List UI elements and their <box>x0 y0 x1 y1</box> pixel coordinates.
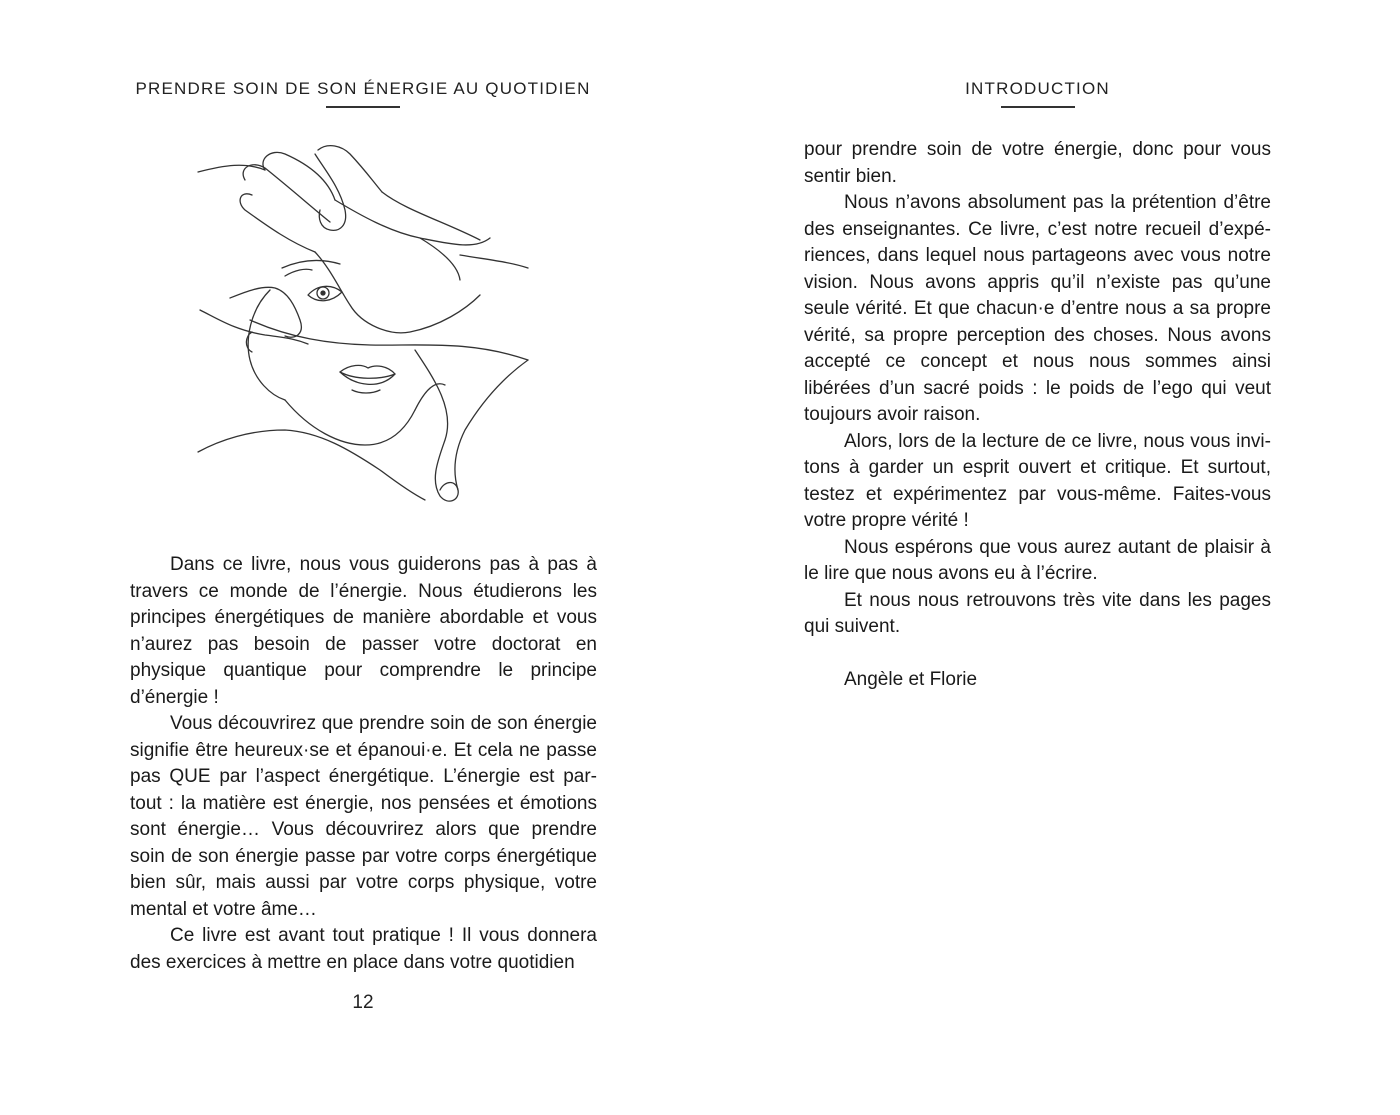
author-signature: Angèle et Florie <box>844 669 978 690</box>
running-head-rule-left <box>326 106 400 108</box>
body-paragraph: Ce livre est avant tout pratique ! Il vous donnera des exercices à mettre en place dans votre quotidien <box>130 925 597 973</box>
body-paragraph: Nous espérons que vous aurez autant de plaisir à le lire que nous avons eu à l’écrire. <box>804 536 1271 584</box>
running-head-rule-right <box>1001 106 1075 108</box>
body-paragraph: pour prendre soin de votre énergie, donc pour vous sentir bien. <box>804 139 1271 187</box>
right-page-body <box>804 137 1271 694</box>
left-page-body <box>130 552 597 976</box>
body-paragraph: Vous découvrirez que prendre soin de son énergie signifie être heureux·se et épanoui·e. Et cela ne passe pas QUE par l’aspect énergétique. L’énergie est partout : la matière est énergie, nos pensées et émotions sont énergie… Vous découvrirez alors que prendre soin de son énergie passe par votre corps énergétique bien sûr, mais aussi par votre corps physique, votre mental et votre âme… <box>130 713 597 920</box>
running-head-right: INTRODUCTION <box>965 79 1110 98</box>
body-paragraph: Nous n’avons absolument pas la prétention d’être des enseignantes. Ce livre, c’est notre recueil d’expériences, dans lequel nous partageons avec vous notre vision. Nous avons appris qu’il n’existe pas qu’une seule vérité. Et que chacun·e d’entre nous a sa propre vérité, sa propre perception des choses. Nous avons accepté ce concept et nous nous sommes ainsi libérées d’un sacré poids : le poids de l’ego qui veut toujours avoir raison. <box>804 192 1271 425</box>
line-art-face-hand-over-eye-icon <box>190 140 540 520</box>
body-paragraph: Et nous nous retrouvons très vite dans les pages qui suivent. <box>804 589 1271 637</box>
right-page <box>700 0 1400 1115</box>
body-paragraph: Dans ce livre, nous vous guiderons pas à pas à travers ce monde de l’énergie. Nous étudierons les principes énergétiques de manière abordable et vous n’aurez pas besoin de passer votre doctorat en physique quantique pour comprendre le principe d’énergie ! <box>130 554 597 708</box>
page-number: 12 <box>352 992 374 1013</box>
body-paragraph: Alors, lors de la lecture de ce livre, nous vous invitons à garder un esprit ouvert et critique. Et surtout, testez et expérimentez par vous-même. Faites-vous votre propre vérité ! <box>804 430 1271 531</box>
running-head-left: PRENDRE SOIN DE SON ÉNERGIE AU QUOTIDIEN <box>135 79 591 98</box>
